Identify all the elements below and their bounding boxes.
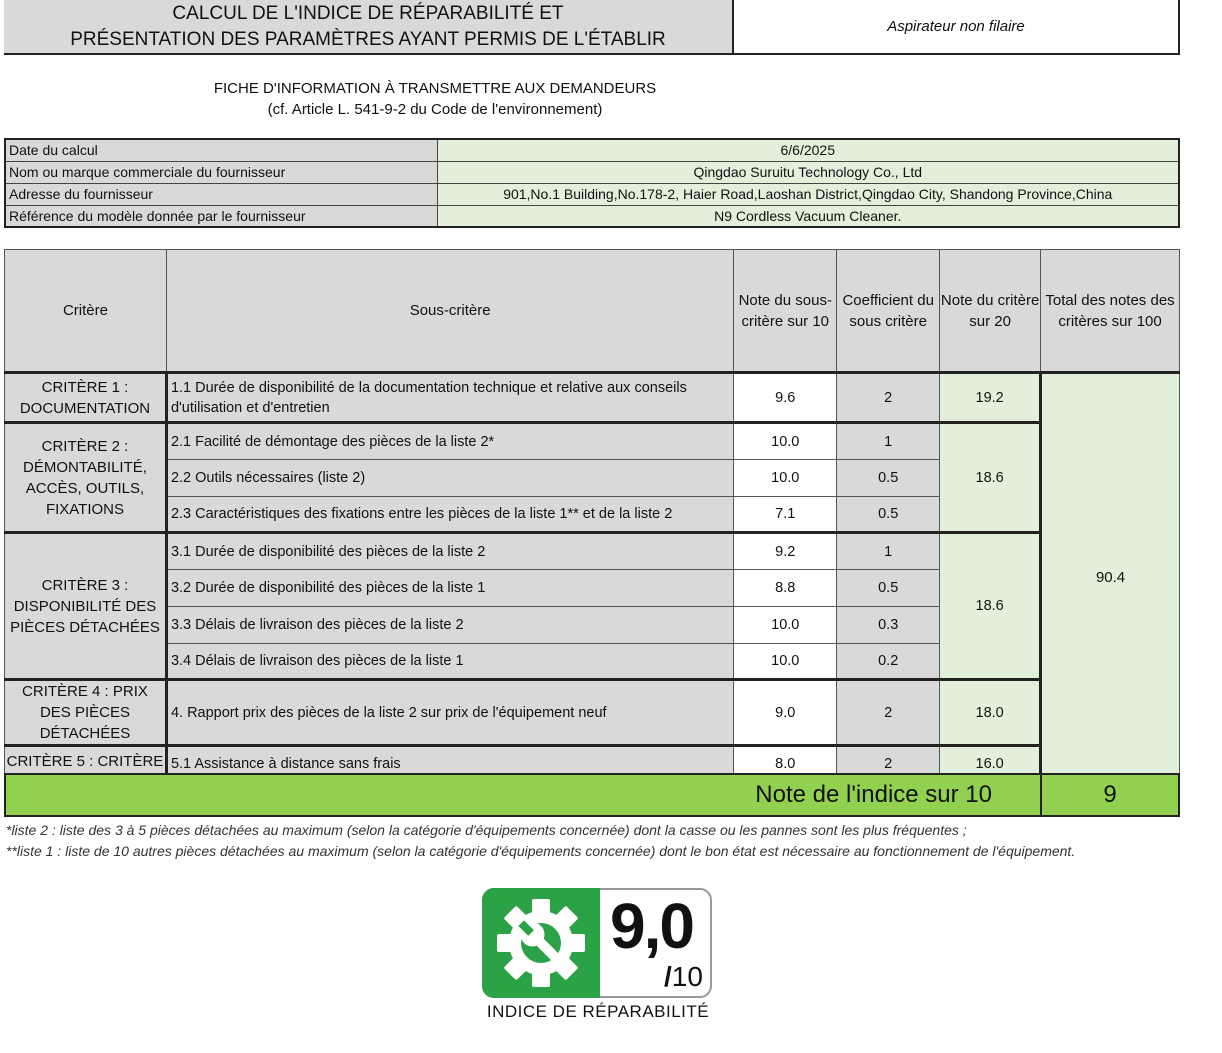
subcriterion-label: 4. Rapport prix des pièces de la liste 2 sur prix de l'équipement neuf xyxy=(166,680,733,746)
col-critere: Critère xyxy=(5,250,167,373)
subcriterion-note: 8.8 xyxy=(734,570,837,607)
subcriterion-coef: 0.5 xyxy=(837,460,940,497)
index-label: Note de l'indice sur 10 xyxy=(6,775,1042,815)
subcriterion-coef: 0.5 xyxy=(837,497,940,533)
col-sous-critere: Sous-critère xyxy=(166,250,733,373)
col-note-sous-critere: Note du sous-critère sur 10 xyxy=(734,250,837,373)
scoring-table xyxy=(4,249,1180,782)
table-header-row xyxy=(5,250,1180,373)
logo-score: 9,0 xyxy=(610,890,693,962)
info-label: Date du calcul xyxy=(5,139,437,161)
info-value: 901,No.1 Building,No.178-2, Haier Road,Laoshan District,Qingdao City, Shandong Province,China xyxy=(437,183,1179,205)
logo-green-panel xyxy=(482,888,600,998)
logo-denominator xyxy=(664,960,703,994)
subcriterion-label: 3.4 Délais de livraison des pièces de la liste 1 xyxy=(166,644,733,680)
subcriterion-coef: 2 xyxy=(837,746,940,782)
criterion-label: CRITÈRE 1 : DOCUMENTATION xyxy=(5,373,167,423)
subcriterion-coef: 0.3 xyxy=(837,607,940,644)
col-coefficient: Coefficient du sous critère xyxy=(837,250,940,373)
col-note-critere: Note du critère sur 20 xyxy=(940,250,1041,373)
subcriterion-note: 10.0 xyxy=(734,423,837,460)
footnotes xyxy=(6,820,1126,862)
info-value: 6/6/2025 xyxy=(437,139,1179,161)
fiche-line-2: (cf. Article L. 541-9-2 du Code de l'environnement) xyxy=(267,101,603,118)
repairability-logo xyxy=(478,884,718,1028)
subcriterion-label: 5.1 Assistance à distance sans frais xyxy=(166,746,733,782)
subcriterion-note: 7.1 xyxy=(734,497,837,533)
subcriterion-note: 8.0 xyxy=(734,746,837,782)
subcriterion-coef: 2 xyxy=(837,373,940,423)
info-row xyxy=(5,183,1179,205)
page-title xyxy=(4,0,734,55)
criterion-label: CRITÈRE 4 : PRIX DES PIÈCES DÉTACHÉES xyxy=(5,680,167,746)
supplier-info-table xyxy=(4,138,1180,228)
logo-caption: INDICE DE RÉPARABILITÉ xyxy=(486,1002,710,1021)
table-row xyxy=(5,373,1180,423)
fiche-line-1: FICHE D'INFORMATION À TRANSMETTRE AUX DEMANDEURS xyxy=(213,80,657,97)
subcriterion-coef: 2 xyxy=(837,680,940,746)
criterion-score: 19.2 xyxy=(940,373,1041,423)
footnote-liste-1: **liste 1 : liste de 10 autres pièces détachées au maximum (selon la catégorie d'équipements concernée) dont le bon état est nécessaire au fonctionnement de l'équipement. xyxy=(6,843,1076,859)
info-row xyxy=(5,161,1179,183)
subcriterion-label: 3.2 Durée de disponibilité des pièces de la liste 1 xyxy=(166,570,733,607)
criterion-label: CRITÈRE 5 : CRITÈRE xyxy=(6,753,164,770)
criterion-score: 18.6 xyxy=(940,423,1041,533)
subcriterion-label: 1.1 Durée de disponibilité de la documentation technique et relative aux conseils d'utilisation et d'entretien xyxy=(166,373,733,423)
criterion-label: CRITÈRE 2 : DÉMONTABILITÉ, ACCÈS, OUTILS, FIXATIONS xyxy=(5,423,167,533)
index-score-bar xyxy=(4,773,1180,817)
footnote-liste-2: *liste 2 : liste des 3 à 5 pièces détachées au maximum (selon la catégorie d'équipements concernée) dont la casse ou les pannes sont les plus fréquentes ; xyxy=(6,822,967,838)
subcriterion-label: 3.1 Durée de disponibilité des pièces de la liste 2 xyxy=(166,533,733,570)
criterion-label: CRITÈRE 3 : DISPONIBILITÉ DES PIÈCES DÉTACHÉES xyxy=(5,533,167,680)
subcriterion-note: 9.2 xyxy=(734,533,837,570)
subcriterion-note: 9.0 xyxy=(734,680,837,746)
total-score: 90.4 xyxy=(1041,373,1180,782)
col-total: Total des notes des critères sur 100 xyxy=(1041,250,1180,373)
logo-slash: / xyxy=(664,961,672,992)
criterion-score: 18.0 xyxy=(940,680,1041,746)
product-type: Aspirateur non filaire xyxy=(734,0,1180,55)
subcriterion-note: 10.0 xyxy=(734,607,837,644)
info-row xyxy=(5,205,1179,227)
index-value: 9 xyxy=(1103,781,1117,808)
info-row xyxy=(5,139,1179,161)
subcriterion-coef: 1 xyxy=(837,533,940,570)
subcriterion-label: 2.1 Facilité de démontage des pièces de la liste 2* xyxy=(166,423,733,460)
criterion-score: 18.6 xyxy=(940,533,1041,680)
table-row xyxy=(5,533,1180,570)
criterion-score: 16.0 xyxy=(940,746,1041,782)
table-row xyxy=(5,423,1180,460)
gear-wrench-icon xyxy=(482,888,600,998)
subcriterion-label: 2.3 Caractéristiques des fixations entre les pièces de la liste 1** et de la liste 2 xyxy=(166,497,733,533)
subcriterion-note: 9.6 xyxy=(734,373,837,423)
subcriterion-coef: 0.2 xyxy=(837,644,940,680)
info-label: Nom ou marque commerciale du fournisseur xyxy=(5,161,437,183)
subcriterion-coef: 1 xyxy=(837,423,940,460)
title-line-1: CALCUL DE L'INDICE DE RÉPARABILITÉ ET xyxy=(172,2,564,24)
info-value: Qingdao Suruitu Technology Co., Ltd xyxy=(437,161,1179,183)
info-label: Adresse du fournisseur xyxy=(5,183,437,205)
subcriterion-label: 3.3 Délais de livraison des pièces de la liste 2 xyxy=(166,607,733,644)
title-line-2: PRÉSENTATION DES PARAMÈTRES AYANT PERMIS DE L'ÉTABLIR xyxy=(70,28,666,50)
subcriterion-note: 10.0 xyxy=(734,460,837,497)
fiche-heading xyxy=(4,78,866,120)
info-value: N9 Cordless Vacuum Cleaner. xyxy=(437,205,1179,227)
logo-denominator-value: 10 xyxy=(671,961,703,992)
subcriterion-note: 10.0 xyxy=(734,644,837,680)
info-label: Référence du modèle donnée par le fournisseur xyxy=(5,205,437,227)
table-row xyxy=(5,680,1180,746)
subcriterion-label: 2.2 Outils nécessaires (liste 2) xyxy=(166,460,733,497)
subcriterion-coef: 0.5 xyxy=(837,570,940,607)
